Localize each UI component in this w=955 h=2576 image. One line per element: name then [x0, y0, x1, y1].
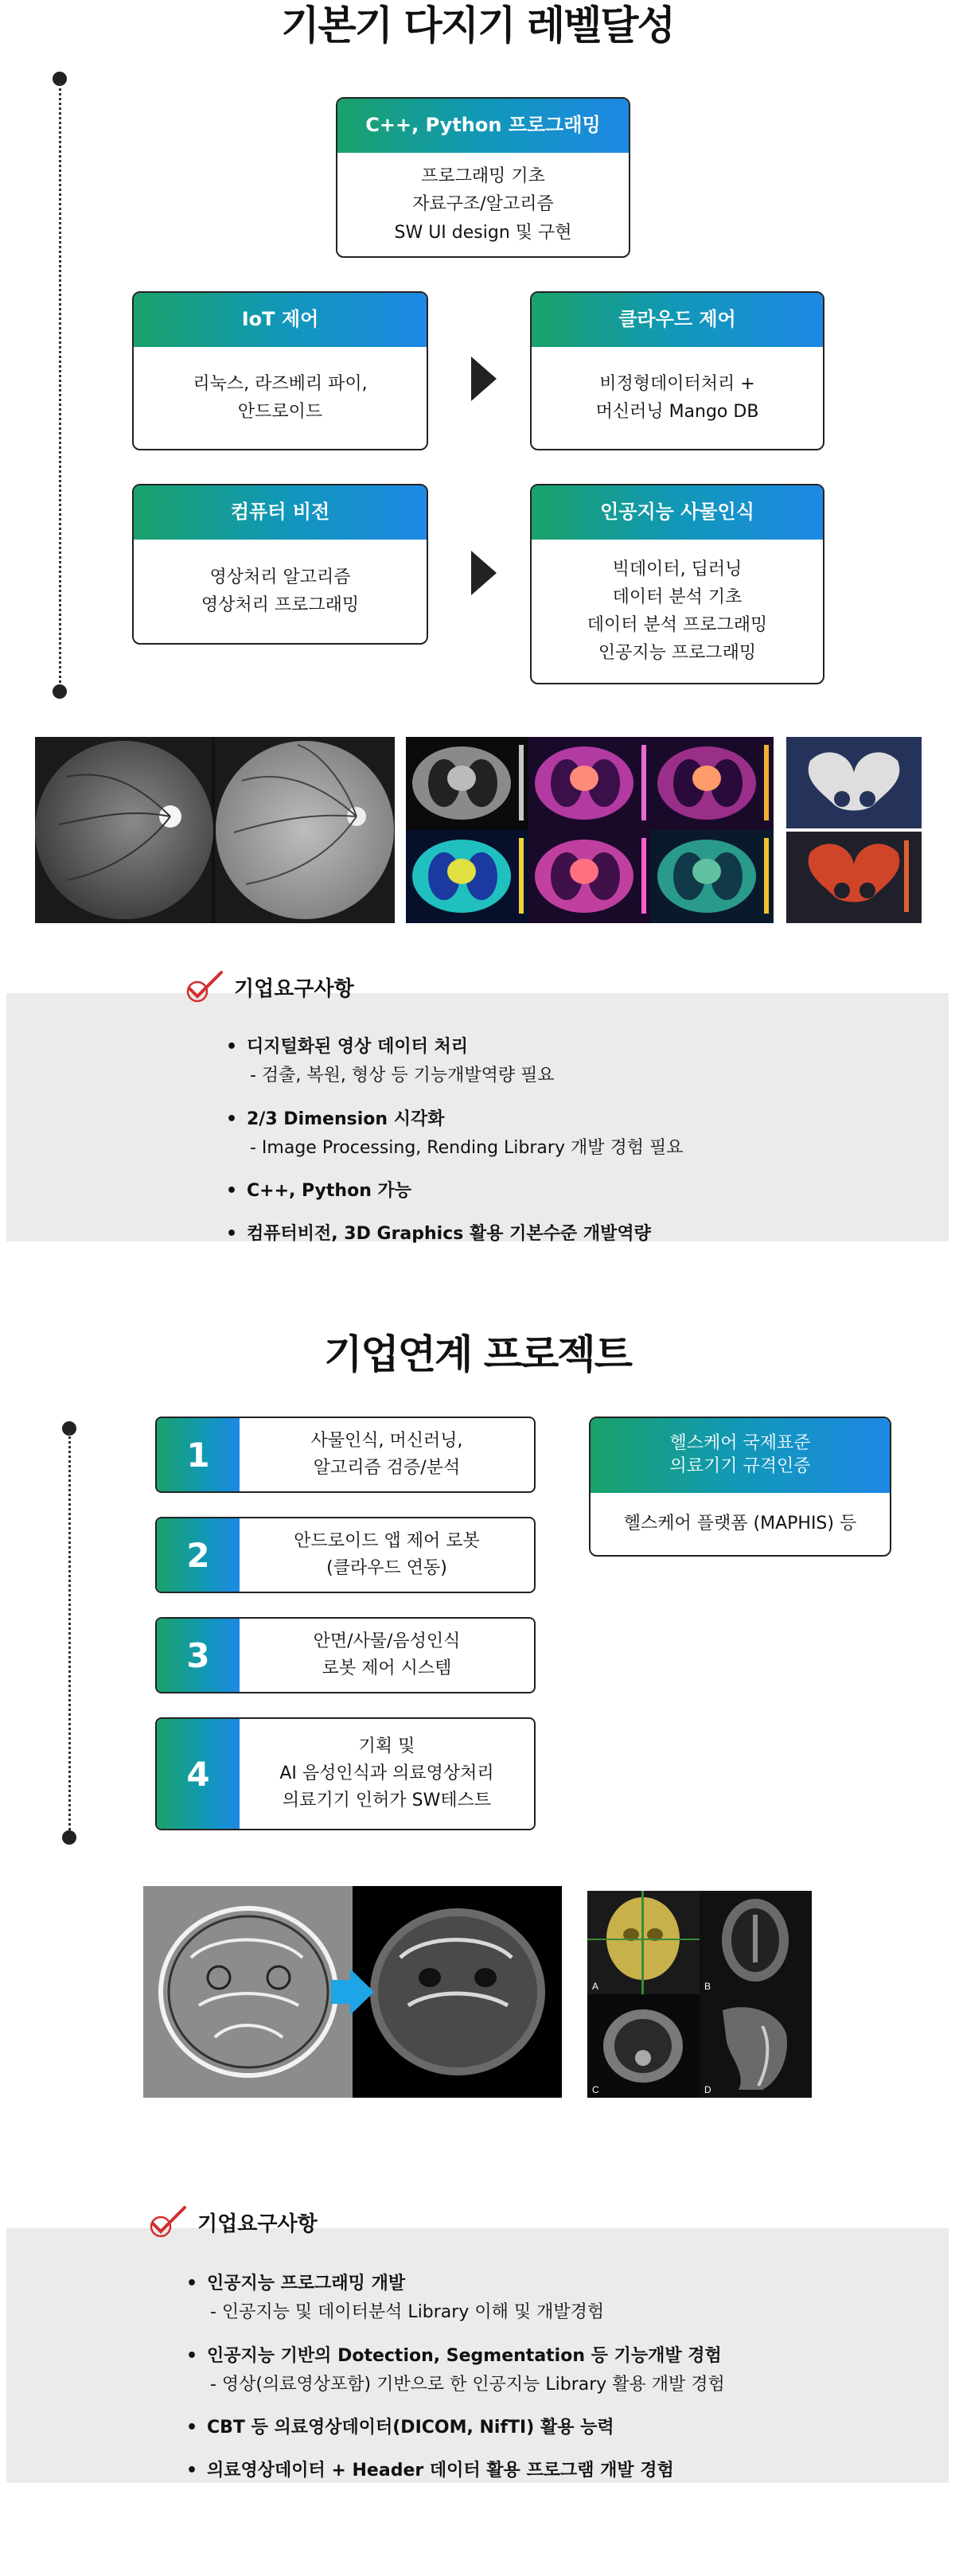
card-line: 안드로이드 — [237, 402, 323, 422]
requirement-main: • 컴퓨터비전, 3D Graphics 활용 기본수준 개발역량 — [247, 1224, 651, 1245]
step-line: AI 음성인식과 의료영상처리 — [279, 1763, 494, 1783]
card-line: 데이터 분석 프로그래밍 — [587, 615, 768, 635]
list-item — [186, 2457, 934, 2485]
checkmark-icon — [183, 969, 226, 1004]
requirement-main: • 디지털화된 영상 데이터 처리 — [247, 1037, 469, 1057]
scan-label: B — [704, 1981, 711, 1992]
timeline-dot-bottom — [53, 684, 67, 699]
requirements-list — [186, 2270, 934, 2500]
step-line: 로봇 제어 시스템 — [322, 1658, 452, 1678]
scan-label: A — [592, 1981, 599, 1992]
requirement-sub: - 영상(의료영상포함) 기반으로 한 인공지능 Library 활용 개발 경험 — [210, 2374, 725, 2395]
card-title: 컴퓨터 비전 — [134, 485, 427, 540]
requirement-sub: - 인공지능 및 데이터분석 Library 이해 및 개발경험 — [210, 2302, 605, 2323]
card-line: 리눅스, 라즈베리 파이, — [193, 373, 368, 394]
list-item — [186, 2342, 934, 2400]
list-item — [186, 2414, 934, 2442]
card-line: 데이터 분석 기초 — [612, 587, 743, 607]
card-line: 헬스케어 플랫폼 (MAPHIS) 등 — [623, 1514, 857, 1534]
requirement-sub: - Image Processing, Rending Library 개발 경험 필요 — [250, 1137, 684, 1158]
card-cloud — [530, 291, 824, 450]
requirement-main: • 인공지능 프로그래밍 개발 — [207, 2274, 406, 2293]
card-healthcare-standard — [589, 1417, 891, 1557]
card-computer-vision — [132, 484, 428, 645]
list-item — [226, 1033, 926, 1091]
step-number: 2 — [157, 1518, 240, 1592]
card-line: 영상처리 프로그래밍 — [201, 595, 360, 615]
card-title: 인공지능 사물인식 — [532, 485, 823, 540]
card-cpp-python — [336, 97, 630, 258]
card-line: 인공지능 프로그래밍 — [598, 643, 757, 664]
section1-title: 기본기 다지기 레벨달성 — [281, 2, 674, 49]
step-line: (클라우드 연동) — [326, 1558, 447, 1578]
project-step-2 — [155, 1517, 536, 1593]
retina-images — [35, 737, 395, 923]
pelvis-3d-images — [786, 737, 922, 923]
step-line: 알고리즘 검증/분석 — [313, 1458, 461, 1478]
card-title-line: 헬스케어 국제표준 — [669, 1433, 811, 1454]
project-step-1 — [155, 1417, 536, 1493]
requirement-main: • CBT 등 의료영상데이터(DICOM, NifTI) 활용 능력 — [207, 2418, 614, 2438]
step-number: 4 — [157, 1719, 240, 1829]
checkmark-icon — [146, 2204, 189, 2239]
list-item — [226, 1220, 926, 1249]
requirement-main: • 인공지능 기반의 Dotection, Segmentation 등 기능개발 경험 — [207, 2345, 722, 2366]
timeline-dotted-line — [59, 83, 61, 688]
list-item — [226, 1105, 926, 1163]
scan-label: D — [704, 2084, 711, 2095]
card-title: 클라우드 제어 — [532, 293, 823, 347]
section2-title: 기업연계 프로젝트 — [324, 1331, 631, 1378]
card-line: 영상처리 알고리즘 — [209, 567, 351, 587]
step-line: 기획 및 — [358, 1736, 415, 1756]
timeline-dot-bottom — [62, 1830, 76, 1845]
card-title: IoT 제어 — [134, 293, 427, 347]
step-line: 사물인식, 머신러닝, — [310, 1430, 463, 1451]
list-item — [226, 1177, 926, 1206]
card-line: 빅데이터, 딥러닝 — [612, 559, 743, 579]
scan-label: C — [592, 2084, 599, 2095]
requirement-main: • 의료영상데이터 + Header 데이터 활용 프로그램 개발 경험 — [207, 2461, 674, 2481]
requirements-heading-text: 기업요구사항 — [197, 2212, 318, 2236]
step-line: 의료기기 인허가 SW테스트 — [282, 1791, 492, 1811]
step-number: 3 — [157, 1619, 240, 1692]
list-item — [186, 2270, 934, 2328]
ct-scan-colormaps — [406, 737, 774, 923]
requirement-sub: - 검출, 복원, 형상 등 기능개발역량 필요 — [250, 1066, 555, 1086]
requirement-main: • C++, Python 가능 — [247, 1181, 412, 1202]
card-line: 자료구조/알고리즘 — [412, 194, 554, 215]
step-line: 안면/사물/음성인식 — [313, 1631, 461, 1651]
requirements-heading — [146, 2204, 318, 2239]
card-ai-object-recognition — [530, 484, 824, 684]
arrow-right-icon — [471, 551, 497, 595]
project-step-3 — [155, 1617, 536, 1693]
requirements-heading — [183, 969, 354, 1004]
step-number: 1 — [157, 1418, 240, 1491]
card-iot — [132, 291, 428, 450]
skull-multiview-scans — [587, 1891, 812, 2098]
card-line: 프로그래밍 기초 — [421, 166, 545, 187]
step-line: 안드로이드 앱 제어 로봇 — [294, 1530, 480, 1551]
timeline-dotted-line — [68, 1432, 71, 1830]
requirements-list — [226, 1033, 926, 1264]
project-step-4 — [155, 1717, 536, 1830]
requirement-main: • 2/3 Dimension 시각화 — [247, 1109, 445, 1129]
card-line: 머신러닝 Mango DB — [595, 402, 759, 422]
card-line: SW UI design 및 구현 — [394, 222, 572, 243]
requirements-heading-text: 기업요구사항 — [234, 976, 354, 1001]
card-title-line: 의료기기 규격인증 — [669, 1456, 811, 1476]
card-line: 비정형데이터처리 + — [599, 373, 755, 394]
arrow-right-icon — [471, 357, 497, 401]
card-title: C++, Python 프로그래밍 — [337, 99, 629, 153]
skull-ct-before-after — [143, 1886, 562, 2098]
